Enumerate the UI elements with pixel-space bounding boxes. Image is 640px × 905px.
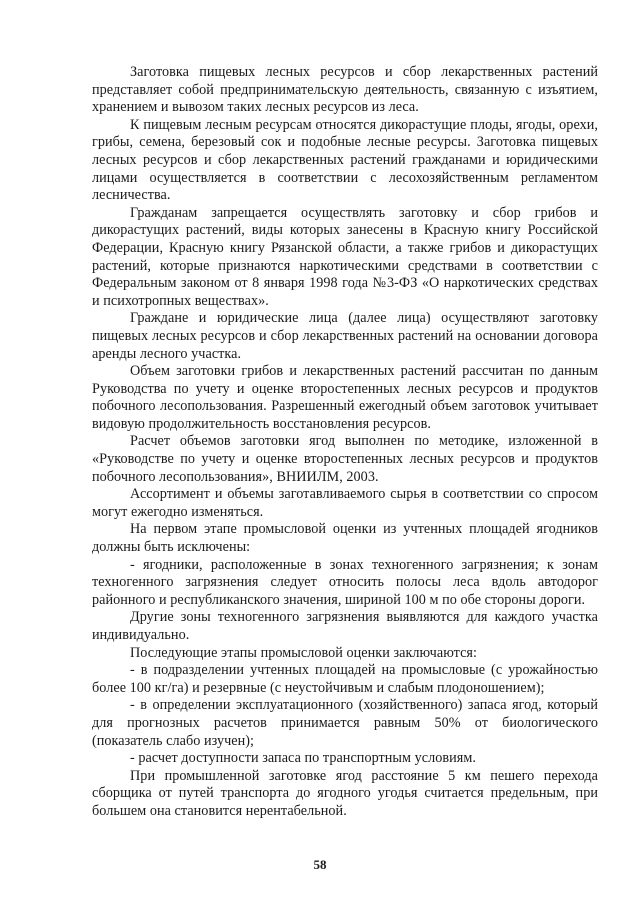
page-body [92, 64, 598, 821]
list-item-transport-access: - расчет доступности запаса по транспортным условиям. [130, 750, 476, 767]
page-number: 58 [313, 857, 327, 872]
list-item-commercial-areas: - в подразделении учтенных площадей на промысловые (с урожайностью более 100 кг/га) и резервные (с неустойчивым и слабым плодоношением); [92, 662, 598, 696]
paragraph-next-stages: Последующие этапы промысловой оценки заключаются: [130, 644, 477, 661]
paragraph-assortment: Ассортимент и объемы заготавливаемого сырья в соответствии со спросом могут ежегодно изменяться. [92, 486, 598, 520]
paragraph-lease-basis: Граждане и юридические лица (далее лица) осуществляют заготовку пищевых лесных ресурсов и сбор лекарственных растений на основании договора аренды лесного участка. [92, 310, 598, 362]
paragraph-harvesting-definition: Заготовка пищевых лесных ресурсов и сбор лекарственных растений представляет собой предпринимательскую деятельность, связанную с изъятием, хранением и вывозом таких лесных ресурсов из леса. [92, 64, 598, 116]
paragraph-berry-method: Расчет объемов заготовки ягод выполнен по методике, изложенной в «Руководстве по учету и оценке второстепенных лесных ресурсов и продуктов побочного лесопользования», ВНИИЛМ, 2003. [92, 433, 598, 485]
paragraph-first-stage: На первом этапе промысловой оценки из учтенных площадей ягодников должны быть исключены: [92, 521, 598, 556]
paragraph-food-resources: К пищевым лесным ресурсам относятся дикорастущие плоды, ягоды, орехи, грибы, семена, березовый сок и подобные лесные ресурсы. Заготовка пищевых лесных ресурсов и сбор лекарственных растений гражданами и юридическими лицами осуществляется в соответствии с лесохозяйственным регламентом лесничества. [92, 116, 598, 204]
paragraph-volume-calculation: Объем заготовки грибов и лекарственных растений рассчитан по данным Руководства по учету и оценке второстепенных лесных ресурсов и продуктов побочного лесопользования. Разрешенный ежегодный объем заготовок учитывает видовую продолжительность восстановления ресурсов. [92, 363, 598, 432]
paragraph-pollution-zones: - ягодники, расположенные в зонах техногенного загрязнения; к зонам техногенного загрязнения следует относить полосы леса вдоль автодорог районного и республиканского значения, шириной 100 м по обе стороны дороги. [92, 556, 598, 608]
list-item-operational-stock: - в определении эксплуатационного (хозяйственного) запаса ягод, который для прогнозных расчетов принимается равным 50% от биологического (показатель слабо изучен); [92, 697, 598, 749]
paragraph-other-zones: Другие зоны техногенного загрязнения выявляются для каждого участка индивидуально. [92, 609, 598, 643]
paragraph-max-distance: При промышленной заготовке ягод расстояние 5 км пешего перехода сборщика от путей транспорта до ягодного угодья считается предельным, при большем она становится нерентабельной. [92, 767, 598, 819]
paragraph-prohibition: Гражданам запрещается осуществлять заготовку и сбор грибов и дикорастущих растений, виды которых занесены в Красную книгу Российской Федерации, Красную книгу Рязанской области, а также грибов и дикорастущих растений, которые признаются наркотическими средствами в соответствии с Федеральным законом от 8 января 1998 года №3-ФЗ «О наркотических средствах и психотропных веществах». [92, 204, 598, 309]
